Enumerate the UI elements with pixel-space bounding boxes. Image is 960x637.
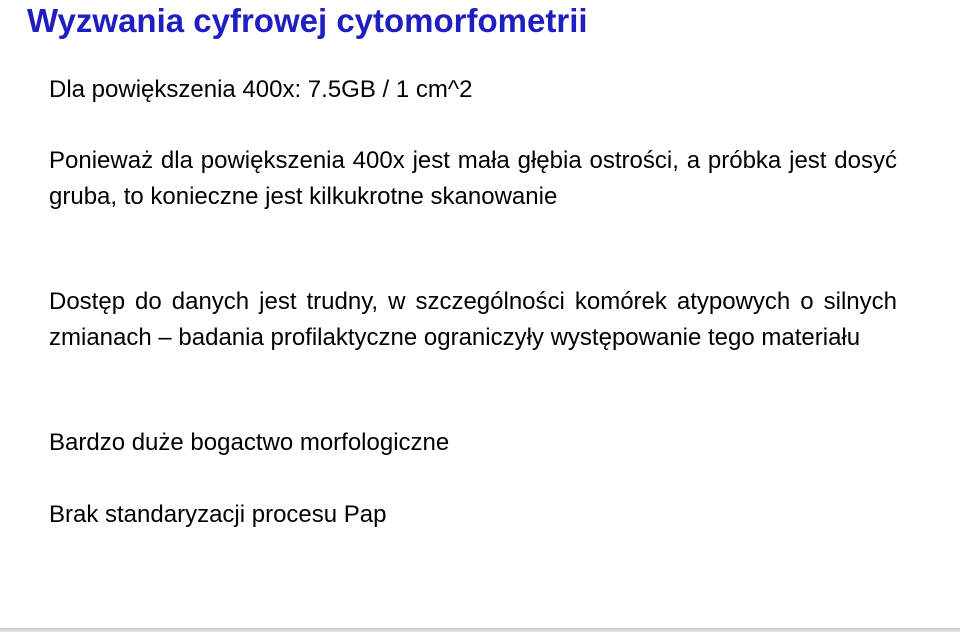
slide-title: Wyzwania cyfrowej cytomorfometrii [27,2,588,39]
paragraph-depth-of-field: Ponieważ dla powiększenia 400x jest mała głębia ostrości, a próbka jest dosyć gruba, to konieczne jest kilkukrotne skanowanie [49,147,897,210]
paragraph-data-access: Dostęp do danych jest trudny, w szczególności komórek atypowych o silnych zmianach – badania profilaktyczne ograniczyły występowanie tego materiału [49,288,897,351]
paragraph-data-size: Dla powiększenia 400x: 7.5GB / 1 cm^2 [49,76,473,103]
paragraph-standardization: Brak standaryzacji procesu Pap [49,501,387,528]
bottom-divider [0,628,960,632]
paragraph-morphology: Bardzo duże bogactwo morfologiczne [49,429,450,456]
